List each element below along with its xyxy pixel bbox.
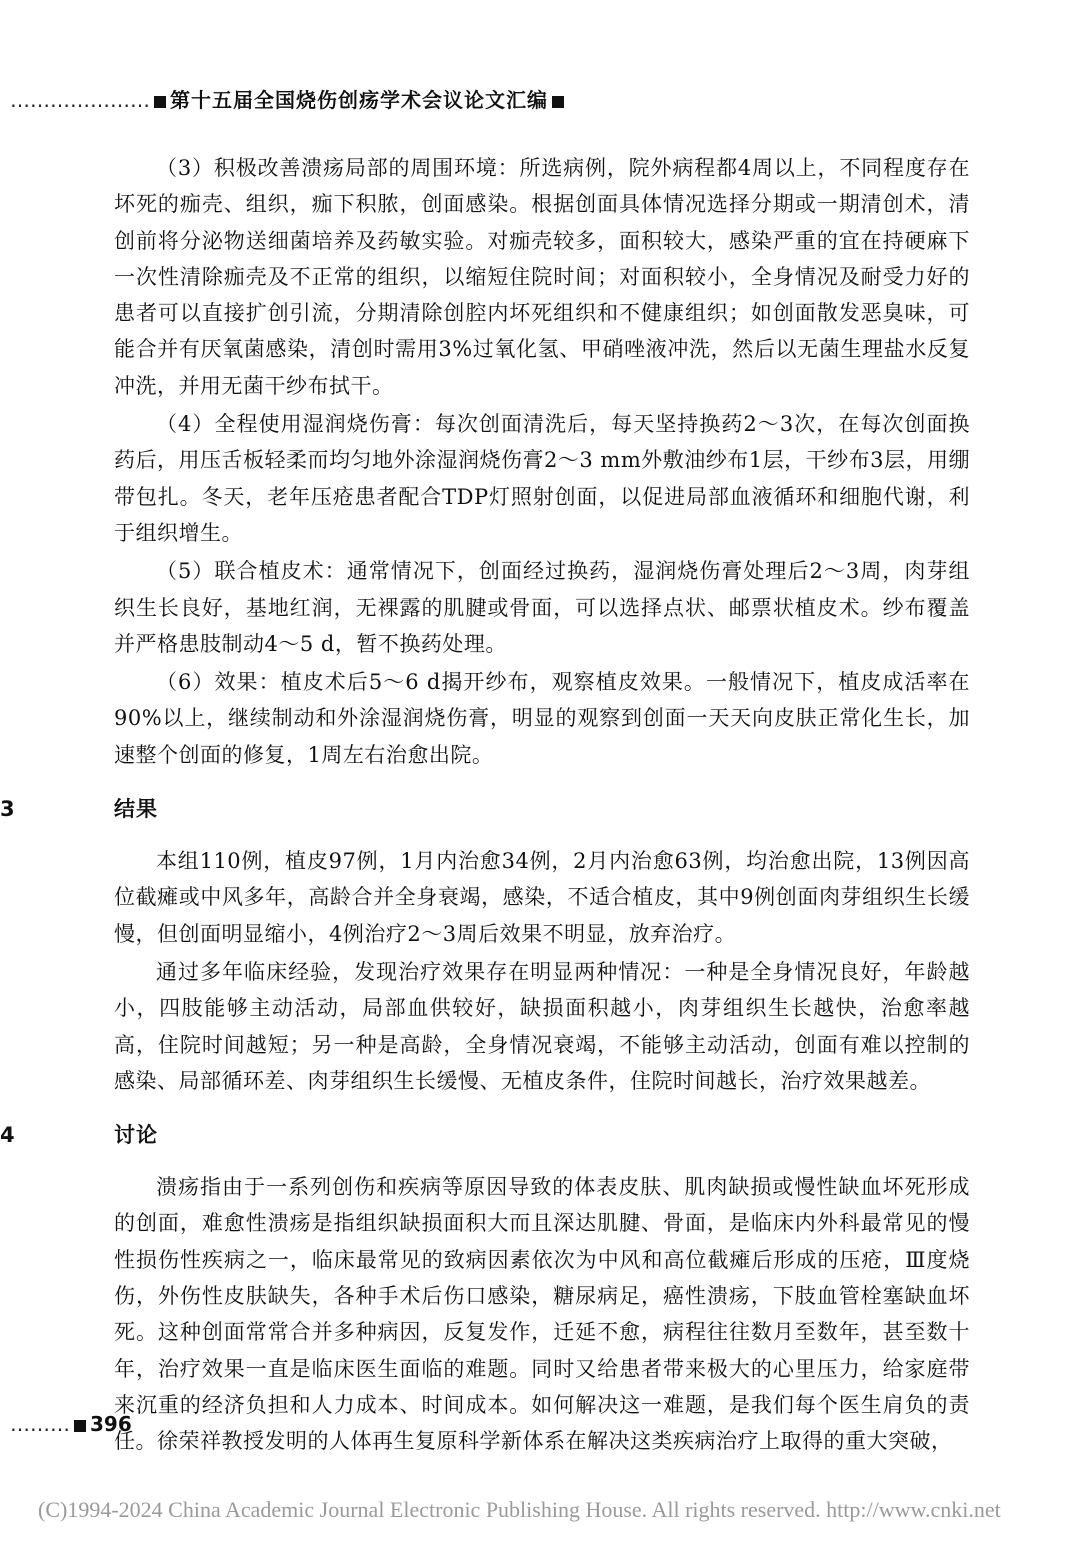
paragraph-step-3: （3）积极改善溃疡局部的周围环境：所选病例，院外病程都4周以上，不同程度存在坏死的痂壳、组织，痂下积脓，创面感染。根据创面具体情况选择分期或一期清创术，清创前将分泌物送细菌培养及药敏实验。对痂壳较多，面积较大，感染严重的宜在持硬麻下一次性清除痂壳及不正常的组织，以缩短住院时间；对面积较小，全身情况及耐受力好的患者可以直接扩创引流，分期清除创腔内坏死组织和不健康组织；如创面散发恶臭味，可能合并有厌氧菌感染，清创时需用3%过氧化氢、甲硝唑液冲洗，然后以无菌生理盐水反复冲洗，并用无菌干纱布拭干。 bbox=[114, 156, 970, 398]
copyright-notice: (C)1994-2024 China Academic Journal Electronic Publishing House. All rights reserved. http://www.cnki.net bbox=[38, 1497, 1001, 1522]
paragraph-step-6: （6）效果：植皮术后5～6 d揭开纱布，观察植皮效果。一般情况下，植皮成活率在90%以上，继续制动和外涂湿润烧伤膏，明显的观察到创面一天天向皮肤正常化生长，加速整个创面的修复，1周左右治愈出院。 bbox=[114, 670, 970, 767]
page-footer bbox=[10, 1412, 132, 1436]
section-title: 讨论 bbox=[114, 1123, 158, 1148]
section-heading-discussion bbox=[0, 1117, 970, 1153]
journal-title: 第十五届全国烧伤创疡学术会议论文汇编 bbox=[170, 88, 548, 112]
square-bullet-icon bbox=[154, 96, 166, 108]
footer-leader-dots: ……… bbox=[10, 1412, 70, 1436]
page-number: 396 bbox=[90, 1412, 132, 1436]
paragraph-discussion-1: 溃疡指由于一系列创伤和疾病等原因导致的体表皮肤、肌肉缺损或慢性缺血坏死形成的创面，难愈性溃疡是指组织缺损面积大而且深达肌腱、骨面，是临床内外科最常见的慢性损伤性疾病之一，临床最常见的致病因素依次为中风和高位截瘫后形成的压疮，Ⅲ度烧伤，外伤性皮肤缺失，各种手术后伤口感染，糖尿病足，癌性溃疡，下肢血管栓塞缺血坏死。这种创面常常合并多种病因，反复发作，迁延不愈，病程往往数月至数年，甚至数十年，治疗效果一直是临床医生面临的难题。同时又给患者带来极大的心里压力，给家庭带来沉重的经济负担和人力成本、时间成本。如何解决这一难题，是我们每个医生肩负的责任。徐荣祥教授发明的人体再生复原科学新体系在解决这类疾病治疗上取得的重大突破， bbox=[114, 1175, 970, 1454]
paragraph-results-1: 本组110例，植皮97例，1月内治愈34例，2月内治愈63例，均治愈出院，13例因高位截瘫或中风多年，高龄合并全身衰竭，感染，不适合植皮，其中9例创面肉芽组织生长缓慢，但创面明显缩小，4例治疗2～3周后效果不明显，放弃治疗。 bbox=[114, 849, 970, 946]
running-header bbox=[10, 84, 610, 113]
square-bullet-icon bbox=[552, 96, 564, 108]
paragraph-step-5: （5）联合植皮术：通常情况下，创面经过换药，湿润烧伤膏处理后2～3周，肉芽组织生长良好，基地红润，无裸露的肌腱或骨面，可以选择点状、邮票状植皮术。纱布覆盖并严格患肢制动4～5 d，暂不换药处理。 bbox=[114, 559, 970, 656]
section-number: 4 bbox=[0, 1123, 16, 1148]
section-title: 结果 bbox=[114, 797, 158, 822]
section-number: 3 bbox=[0, 797, 16, 822]
header-leader-dots: ………………… bbox=[10, 88, 150, 112]
paragraph-step-4: （4）全程使用湿润烧伤膏：每次创面清洗后，每天坚持换药2～3次，在每次创面换药后，用压舌板轻柔而均匀地外涂湿润烧伤膏2～3 mm外敷油纱布1层，干纱布3层，用绷带包扎。冬天，老年压疮患者配合TDP灯照射创面，以促进局部血液循环和细胞代谢，利于组织增生。 bbox=[114, 412, 970, 545]
section-heading-results bbox=[0, 791, 970, 827]
square-bullet-icon bbox=[74, 1420, 86, 1432]
paragraph-results-2: 通过多年临床经验，发现治疗效果存在明显两种情况：一种是全身情况良好，年龄越小，四肢能够主动活动，局部血供较好，缺损面积越小，肉芽组织生长越快，治愈率越高，住院时间越短；另一种是高龄，全身情况衰竭，不能够主动活动，创面有难以控制的感染、局部循环差、肉芽组织生长缓慢、无植皮条件，住院时间越长，治疗效果越差。 bbox=[114, 959, 970, 1093]
